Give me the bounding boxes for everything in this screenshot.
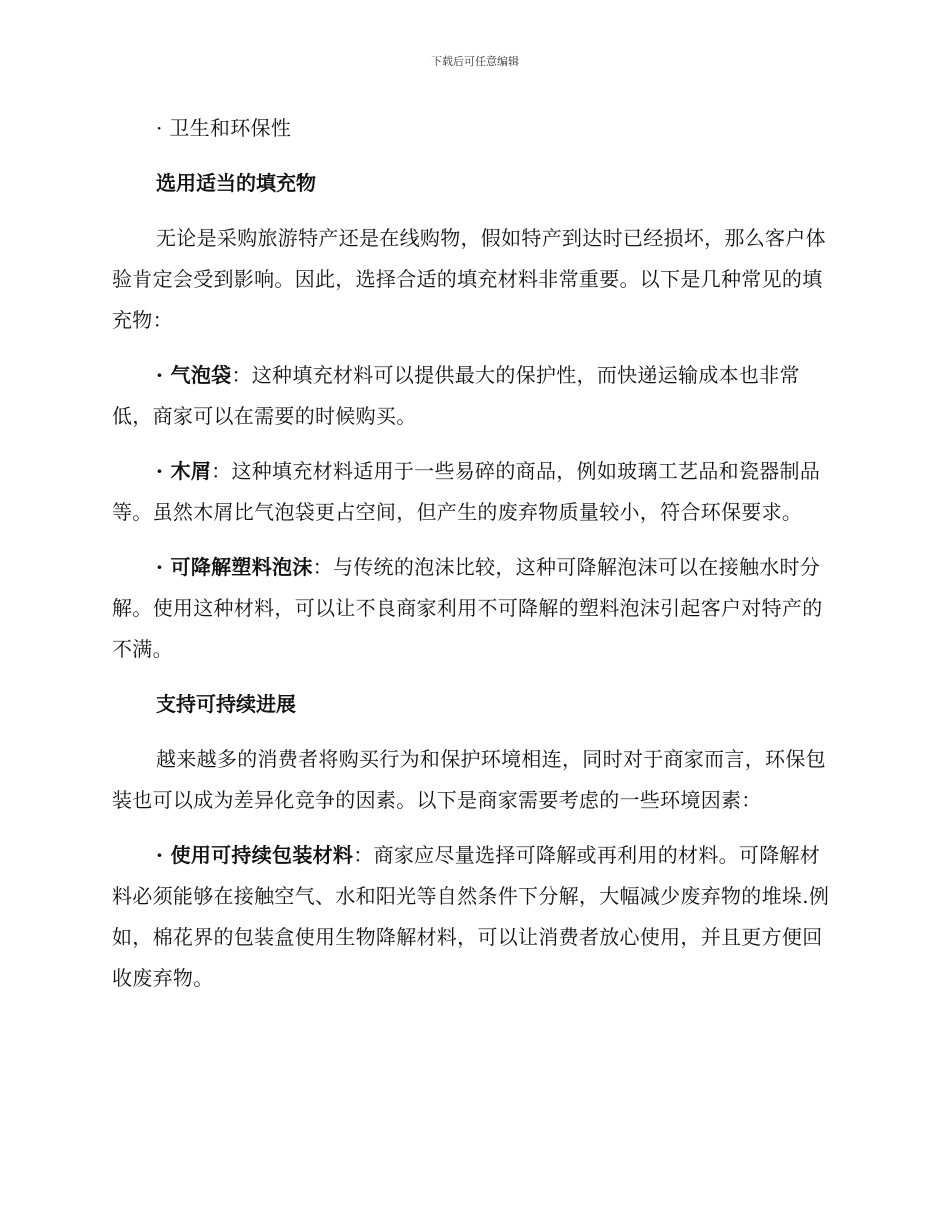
page-header: 下载后可任意编辑 (431, 55, 519, 68)
bullet-sawdust (112, 451, 830, 533)
paragraph-filler-intro: 无论是采购旅游特产还是在线购物，假如特产到达时已经损坏，那么客户体验肯定会受到影响。因此，选择合适的填充材料非常重要。以下是几种常见的填充物： (112, 226, 826, 332)
paragraph-sustainability-intro: 越来越多的消费者将购买行为和保护环境相连，同时对于商家而言，环保包装也可以成为差异化竞争的因素。以下是商家需要考虑的一些环境因素： (112, 747, 826, 812)
bullet-term: · 可降解塑料泡沫 (156, 555, 313, 579)
bullet-term: · 气泡袋 (156, 363, 232, 387)
bullet-hygiene: · 卫生和环保性 (156, 116, 292, 140)
bullet-text: ：商家应尽量选择可降解或再利用的材料。可降解材料必须能够在接触空气、水和阳光等自然条件下分解，大幅减少废弃物的堆垛.例如，棉花界的包装盒使用生物降解材料，可以让消费者放心使用，并且更方便回收废弃物。 (112, 843, 830, 990)
bullet-text: ：与传统的泡沫比较，这种可降解泡沫可以在接触水时分解。使用这种材料，可以让不良商家利用不可降解的塑料泡沫引起客户对特产的不满。 (112, 555, 823, 661)
bullet-sustainable-materials (112, 835, 830, 999)
bullet-text: ：这种填充材料适用于一些易碎的商品，例如玻璃工艺品和瓷器制品等。虽然木屑比气泡袋更占空间，但产生的废弃物质量较小，符合环保要求。 (112, 459, 821, 524)
bullet-term: · 木屑 (156, 459, 212, 483)
document-body (112, 108, 830, 999)
section-heading-filler: 选用适当的填充物 (156, 171, 316, 195)
bullet-term: · 使用可持续包装材料 (156, 843, 354, 867)
section-heading-sustainability: 支持可持续进展 (156, 692, 296, 716)
bullet-text: ：这种填充材料可以提供最大的保护性，而快递运输成本也非常低，商家可以在需要的时候购买。 (112, 363, 800, 428)
bullet-degradable-foam (112, 547, 830, 670)
bullet-bubble-bag (112, 355, 830, 437)
